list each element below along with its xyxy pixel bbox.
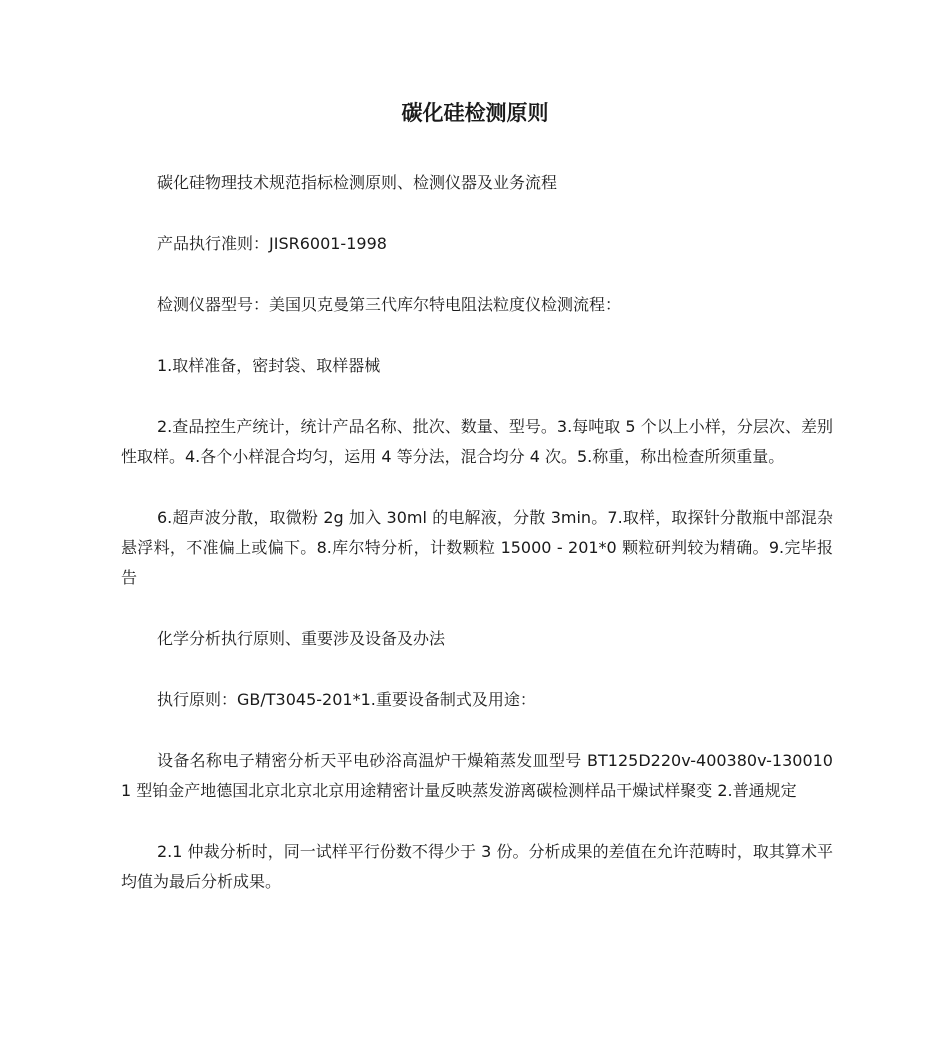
paragraph-exec-standard: 执行原则：GB/T3045-201*1.重要设备制式及用途：	[157, 690, 536, 709]
document-body	[121, 168, 833, 928]
paragraph-intro: 碳化硅物理技术规范指标检测原则、检测仪器及业务流程	[157, 173, 558, 192]
paragraph-steps-2-5: 2.查品控生产统计，统计产品名称、批次、数量、型号。3.每吨取 5 个以上小样，分层次、差别性取样。4.各个小样混合均匀，运用 4 等分法，混合均分 4 次。5.称重，称出检查所须重量。	[121, 417, 833, 466]
paragraph-step-1: 1.取样准备，密封袋、取样器械	[157, 356, 381, 375]
paragraph-chem-analysis: 化学分析执行原则、重要涉及设备及办法	[157, 629, 446, 648]
paragraph-instrument: 检测仪器型号：美国贝克曼第三代库尔特电阻法粒度仪检测流程：	[157, 295, 622, 314]
document-title: 碳化硅检测原则	[401, 101, 549, 125]
paragraph-steps-6-9: 6.超声波分散，取微粉 2g 加入 30ml 的电解液，分散 3min。7.取样，取探针分散瓶中部混杂悬浮料，不准偏上或偏下。8.库尔特分析，计数颗粒 15000 - 201*0 颗粒研判较为精确。9.完毕报告	[121, 508, 833, 587]
paragraph-standard: 产品执行准则：JISR6001-1998	[157, 234, 387, 253]
paragraph-equipment: 设备名称电子精密分析天平电砂浴高温炉干燥箱蒸发皿型号 BT125D220v-400380v-1300101 型铂金产地德国北京北京北京用途精密计量反映蒸发游离碳检测样品干燥试样聚变 2.普通规定	[121, 751, 833, 800]
paragraph-arbitration: 2.1 仲裁分析时，同一试样平行份数不得少于 3 份。分析成果的差值在允许范畴时，取其算术平均值为最后分析成果。	[121, 842, 833, 891]
